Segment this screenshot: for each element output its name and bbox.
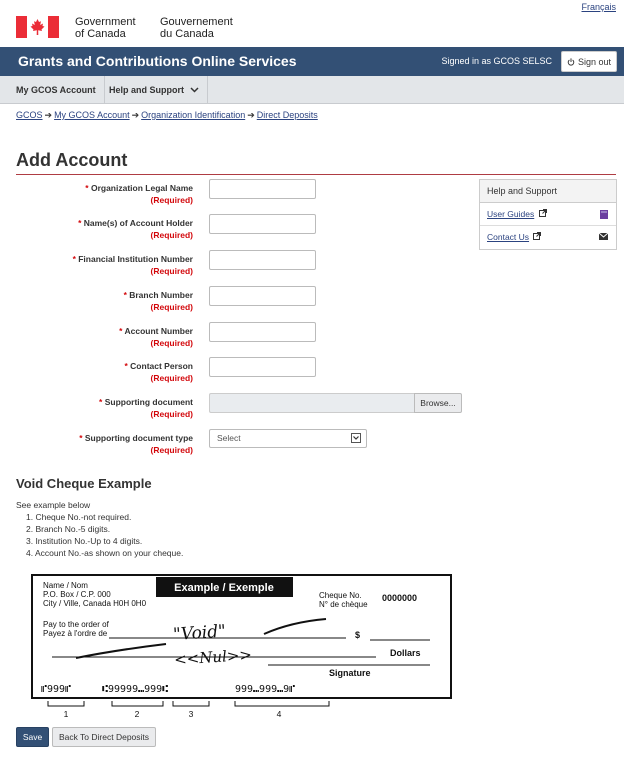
- breadcrumb-link-direct-deposits[interactable]: Direct Deposits: [256, 110, 318, 120]
- power-icon: [567, 58, 575, 66]
- field-label: * Contact Person (Required): [124, 361, 193, 383]
- void-cheque-example-title: Void Cheque Example: [16, 476, 152, 491]
- breadcrumb-separator: ➔: [44, 110, 53, 120]
- cheque-name-line: Name / Nom: [43, 581, 88, 590]
- app-title: Grants and Contributions Online Services: [18, 53, 297, 69]
- form-row-financial-institution-number: [16, 250, 466, 280]
- micr-account-number: 999⑉999⑉9⑈: [235, 684, 296, 695]
- field-label: * Financial Institution Number (Required): [72, 254, 193, 276]
- field-label: * Branch Number (Required): [123, 290, 193, 312]
- micr-transit-number: ⑆99999⑉999⑆: [102, 684, 169, 695]
- sign-out-button[interactable]: [561, 51, 617, 72]
- help-support-panel: [479, 179, 617, 250]
- field-label: * Name(s) of Account Holder (Required): [78, 218, 193, 240]
- page-title: Add Account: [16, 150, 128, 170]
- form-row-account-holder: [16, 214, 466, 244]
- language-toggle-link[interactable]: Français: [581, 2, 616, 12]
- dollar-sign: $: [355, 630, 361, 640]
- supporting-document-type-select[interactable]: [209, 429, 367, 448]
- chevron-down-icon: [351, 433, 361, 443]
- branch-number-input[interactable]: [209, 286, 316, 306]
- form-row-branch-number: [16, 286, 466, 316]
- help-item-contact-us: [480, 226, 616, 249]
- form-row-contact-person: [16, 357, 466, 387]
- cheque-po-line: P.O. Box / C.P. 000: [43, 590, 111, 599]
- list-item: 2. Branch No.-5 digits.: [26, 524, 111, 534]
- gov-fr-line1: Gouvernement: [160, 16, 233, 28]
- field-label: * Supporting document (Required): [99, 397, 193, 419]
- see-example-text: See example below: [16, 500, 91, 510]
- cheque-city-line: City / Ville, Canada H0H 0H0: [43, 599, 147, 608]
- gov-en-line2: of Canada: [75, 28, 126, 40]
- canada-flag-icon: [16, 16, 59, 38]
- menu-item-my-gcos-account[interactable]: My GCOS Account: [8, 76, 105, 104]
- cheque-no-value: 0000000: [382, 593, 418, 603]
- form-row-account-number: [16, 322, 466, 352]
- breadcrumb-link-organization-identification[interactable]: Organization Identification: [141, 110, 246, 120]
- contact-us-link[interactable]: Contact Us: [487, 232, 530, 242]
- signature-label: Signature: [329, 668, 371, 678]
- breadcrumb: [16, 110, 318, 121]
- menu-item-label: Help and Support: [109, 85, 184, 95]
- cheque-no-en: Cheque No.: [319, 591, 362, 600]
- void-cheque-image: [16, 564, 463, 720]
- title-divider: [16, 174, 616, 175]
- account-number-input[interactable]: [209, 322, 316, 342]
- callout-2: 2: [134, 709, 140, 719]
- void-handwriting: "Void": [172, 621, 227, 645]
- callout-4: 4: [276, 709, 282, 719]
- envelope-icon: [599, 233, 608, 240]
- external-link-icon: [533, 232, 541, 240]
- menu-item-help-and-support[interactable]: [101, 76, 208, 104]
- government-of-canada-wordmark-en: [75, 16, 136, 40]
- form-row-supporting-document: [16, 393, 466, 423]
- government-of-canada-wordmark-fr: [160, 16, 233, 40]
- list-item: 1. Cheque No.-not required.: [26, 512, 132, 522]
- account-holder-input[interactable]: [209, 214, 316, 234]
- list-item: 4. Account No.-as shown on your cheque.: [26, 548, 184, 558]
- save-button[interactable]: Save: [16, 727, 49, 747]
- breadcrumb-separator: ➔: [131, 110, 140, 120]
- contact-person-input[interactable]: [209, 357, 316, 377]
- callout-1: 1: [63, 709, 69, 719]
- select-value: Select: [217, 433, 241, 443]
- micr-cheque-number: ⑈999⑈: [41, 684, 72, 695]
- cheque-no-fr: N° de chèque: [319, 600, 368, 609]
- breadcrumb-separator: ➔: [247, 110, 255, 120]
- financial-institution-number-input[interactable]: [209, 250, 316, 270]
- main-menu: [0, 76, 624, 104]
- field-label: * Account Number (Required): [119, 326, 193, 348]
- gov-fr-line2: du Canada: [160, 28, 214, 40]
- chevron-down-icon: [190, 87, 199, 93]
- help-panel-title: Help and Support: [480, 180, 616, 203]
- list-item: 3. Institution No.-Up to 4 digits.: [26, 536, 143, 546]
- pay-to-fr: Payez à l'ordre de: [43, 629, 108, 638]
- form-row-supporting-document-type: [16, 429, 466, 459]
- back-to-direct-deposits-button[interactable]: Back To Direct Deposits: [52, 727, 156, 747]
- book-icon: [600, 210, 608, 219]
- field-label: * Organization Legal Name (Required): [85, 183, 193, 205]
- user-guides-link[interactable]: User Guides: [487, 209, 535, 219]
- breadcrumb-link-gcos[interactable]: GCOS: [16, 110, 43, 120]
- app-bar: [0, 47, 624, 76]
- nul-handwriting: <<Nul>>: [173, 645, 253, 669]
- supporting-document-file-field[interactable]: [209, 393, 415, 413]
- external-link-icon: [539, 209, 547, 217]
- example-instructions-list: [26, 511, 183, 559]
- browse-button[interactable]: Browse...: [414, 393, 462, 413]
- sign-out-label: Sign out: [577, 56, 612, 67]
- gov-en-line1: Government: [75, 16, 136, 28]
- callout-3: 3: [188, 709, 194, 719]
- signed-in-status: Signed in as GCOS SELSC: [441, 56, 552, 66]
- pay-to-en: Pay to the order of: [43, 620, 109, 629]
- cheque-banner-text: Example / Exemple: [174, 582, 274, 594]
- dollars-label: Dollars: [390, 648, 421, 658]
- form-row-organization-legal-name: [16, 179, 466, 209]
- organization-legal-name-input[interactable]: [209, 179, 316, 199]
- breadcrumb-link-my-gcos-account[interactable]: My GCOS Account: [54, 110, 130, 120]
- help-item-user-guides: [480, 203, 616, 226]
- field-label: * Supporting document type (Required): [79, 433, 193, 455]
